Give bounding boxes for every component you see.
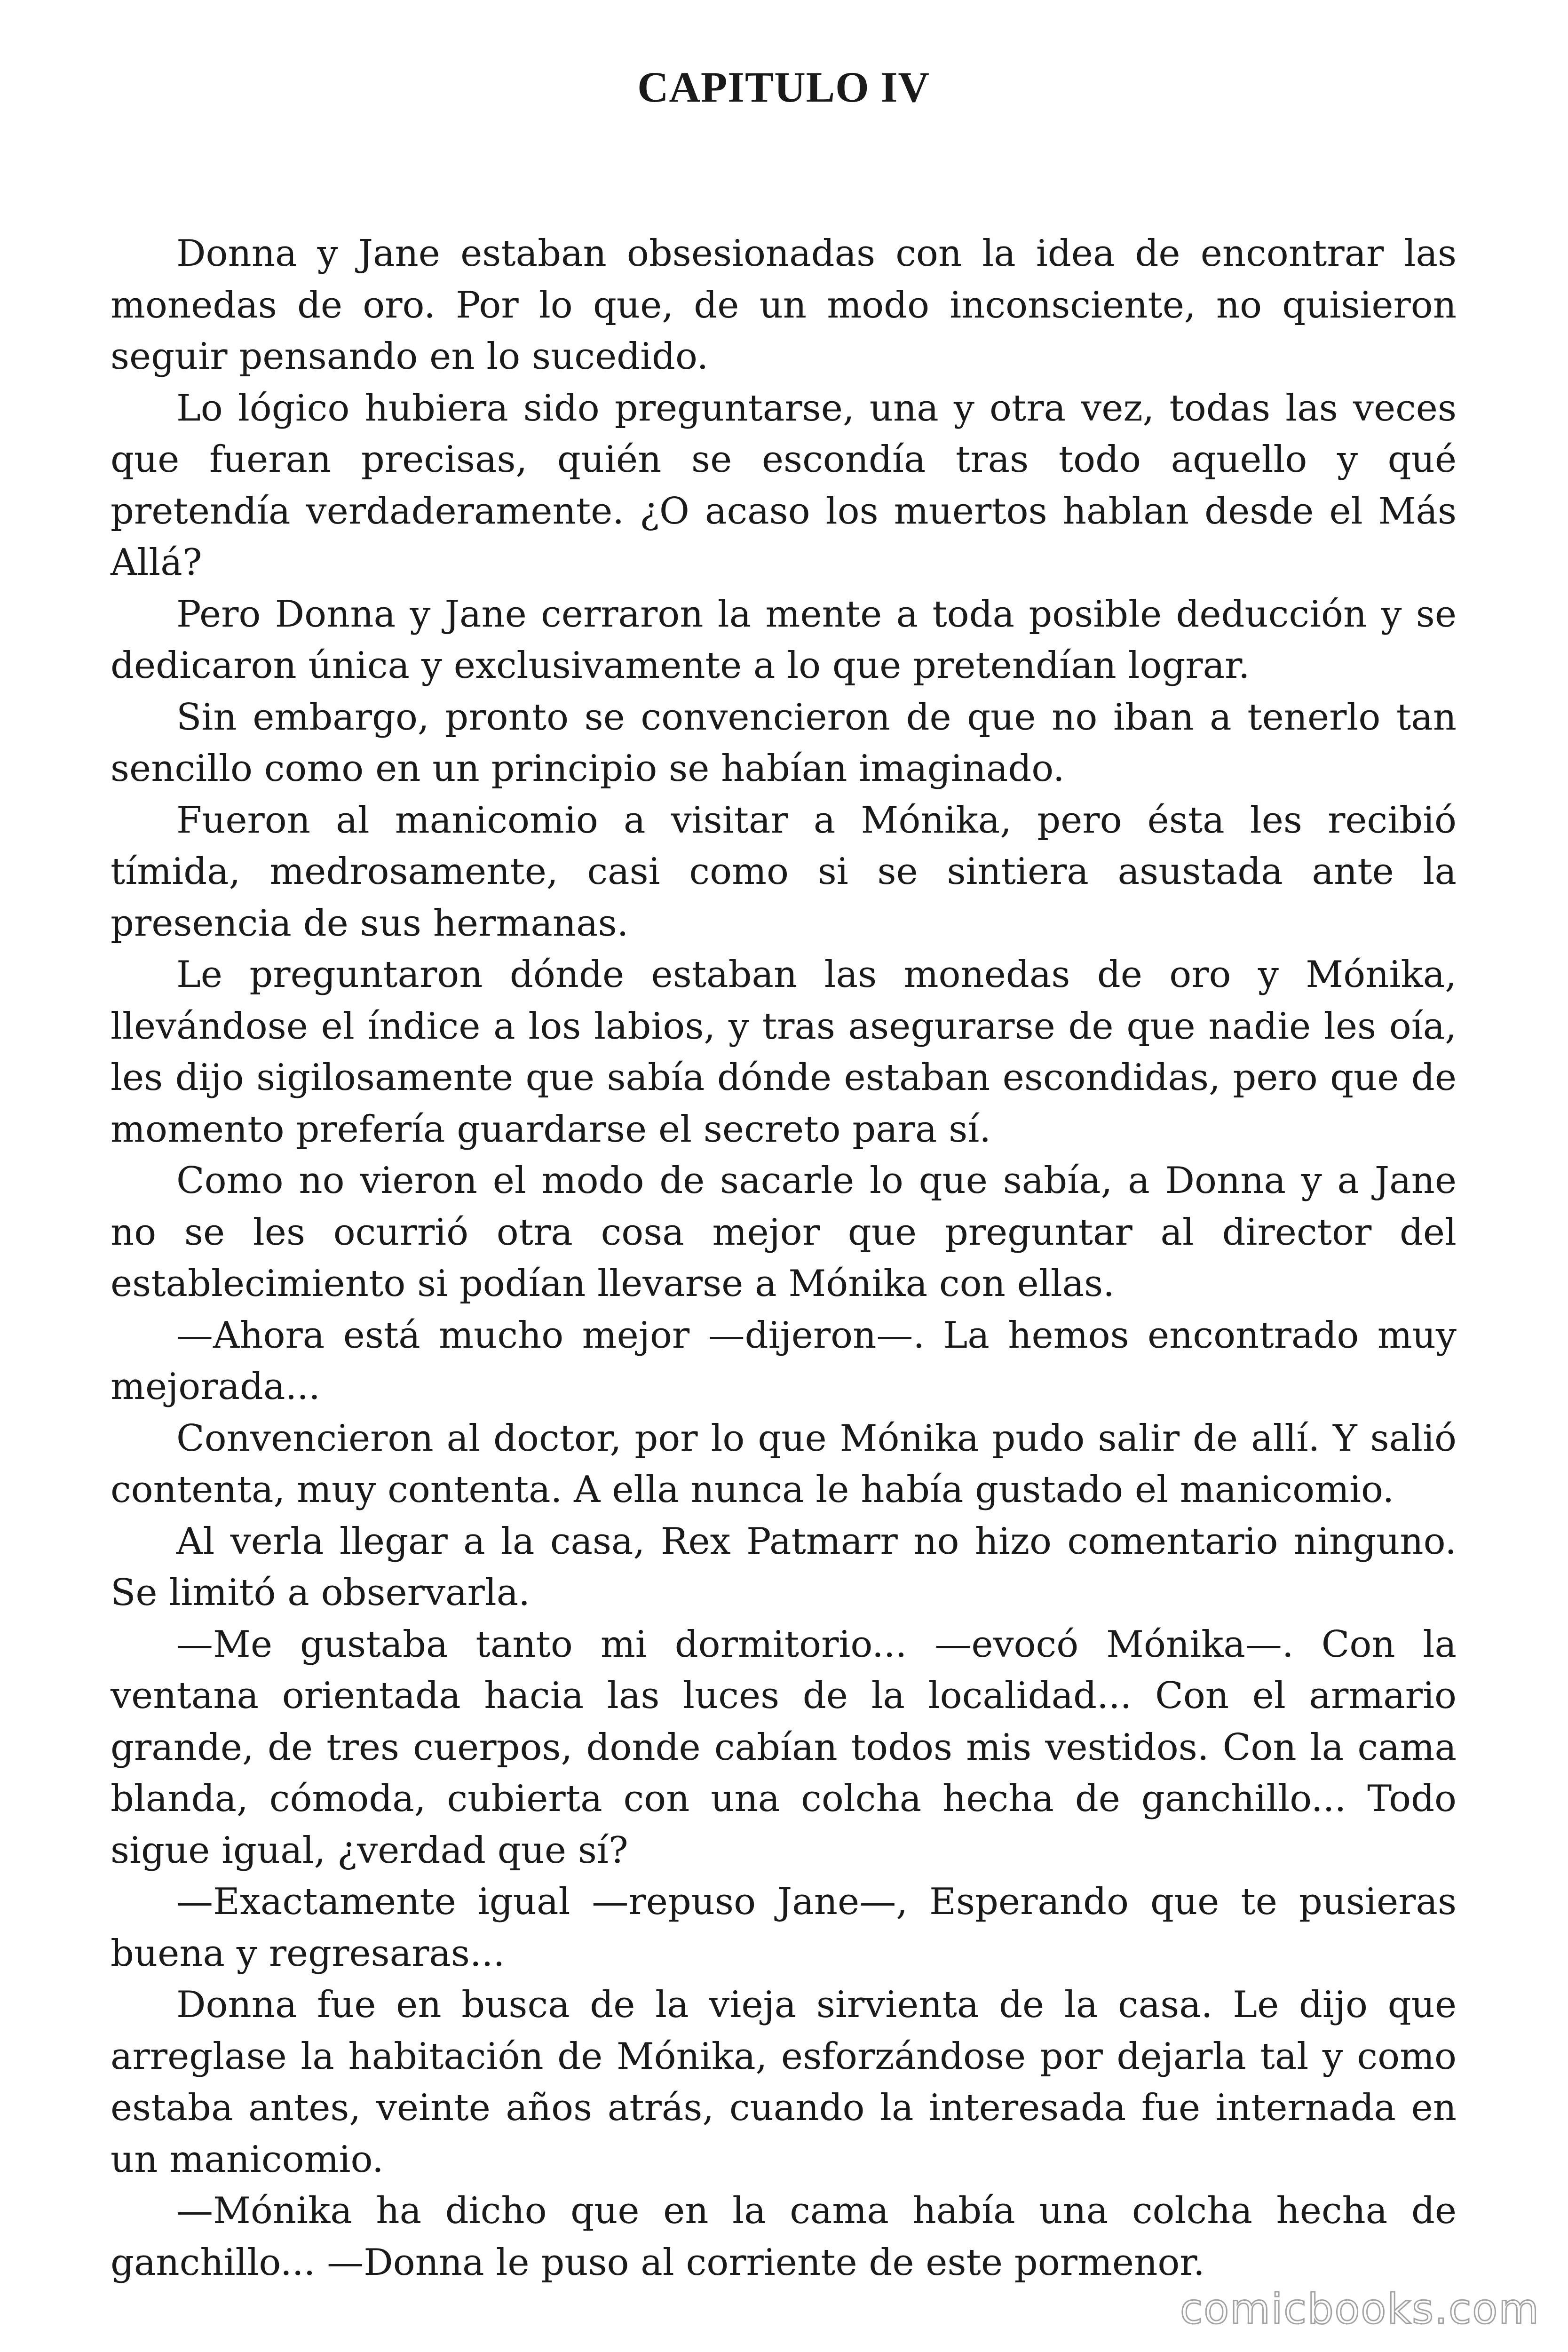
paragraph: —Me gustaba tanto mi dormitorio... —evocó Mónika—. Con la ventana orientada hacia las luces de la localidad... Con el armario grande, de tres cuerpos, donde cabían todos mis vestidos. Con la cama blanda, cómoda, cubierta con una colcha hecha de ganchillo... Todo sigue igual, ¿verdad que sí?	[111, 1623, 1457, 1872]
paragraph: —Ahora está mucho mejor —dijeron—. La hemos encontrado muy mejorada...	[111, 1314, 1457, 1408]
paragraph: Pero Donna y Jane cerraron la mente a toda posible deducción y se dedicaron única y exclusivamente a lo que pretendían lograr.	[111, 593, 1457, 687]
paragraph: —Exactamente igual —repuso Jane—, Esperando que te pusieras buena y regresaras...	[111, 1881, 1457, 1975]
paragraph: Donna fue en busca de la vieja sirvienta de la casa. Le dijo que arreglase la habitación de Mónika, esforzándose por dejarla tal y como estaba antes, veinte años atrás, cuando la interesada fue internada en un manicomio.	[111, 1984, 1457, 2181]
watermark: comicbooks.com	[1180, 2285, 1540, 2333]
chapter-body	[111, 228, 1457, 2288]
paragraph: Convencieron al doctor, por lo que Mónika pudo salir de allí. Y salió contenta, muy contenta. A ella nunca le había gustado el manicomio.	[111, 1417, 1457, 1511]
paragraph: Fueron al manicomio a visitar a Mónika, pero ésta les recibió tímida, medrosamente, casi como si se sintiera asustada ante la presencia de sus hermanas.	[111, 799, 1457, 945]
paragraph: Le preguntaron dónde estaban las monedas de oro y Mónika, llevándose el índice a los labios, y tras asegurarse de que nadie les oía, les dijo sigilosamente que sabía dónde estaban escondidas, pero que de momento prefería guardarse el secreto para sí.	[111, 954, 1457, 1151]
paragraph: Como no vieron el modo de sacarle lo que sabía, a Donna y a Jane no se les ocurrió otra cosa mejor que preguntar al director del establecimiento si podían llevarse a Mónika con ellas.	[111, 1160, 1457, 1305]
paragraph: Lo lógico hubiera sido preguntarse, una y otra vez, todas las veces que fueran precisas, quién se escondía tras todo aquello y qué pretendía verdaderamente. ¿O acaso los muertos hablan desde el Más Allá?	[111, 387, 1457, 584]
paragraph: Sin embargo, pronto se convencieron de que no iban a tenerlo tan sencillo como en un principio se habían imaginado.	[111, 696, 1457, 790]
paragraph: Al verla llegar a la casa, Rex Patmarr no hizo comentario ninguno. Se limitó a observarla.	[111, 1520, 1457, 1614]
book-page	[111, 54, 1457, 2288]
paragraph: —Mónika ha dicho que en la cama había una colcha hecha de ganchillo... —Donna le puso al corriente de este pormenor.	[111, 2190, 1457, 2284]
chapter-title: CAPITULO IV	[637, 63, 930, 111]
paragraph: Donna y Jane estaban obsesionadas con la idea de encontrar las monedas de oro. Por lo que, de un modo inconsciente, no quisieron seguir pensando en lo sucedido.	[111, 232, 1457, 378]
